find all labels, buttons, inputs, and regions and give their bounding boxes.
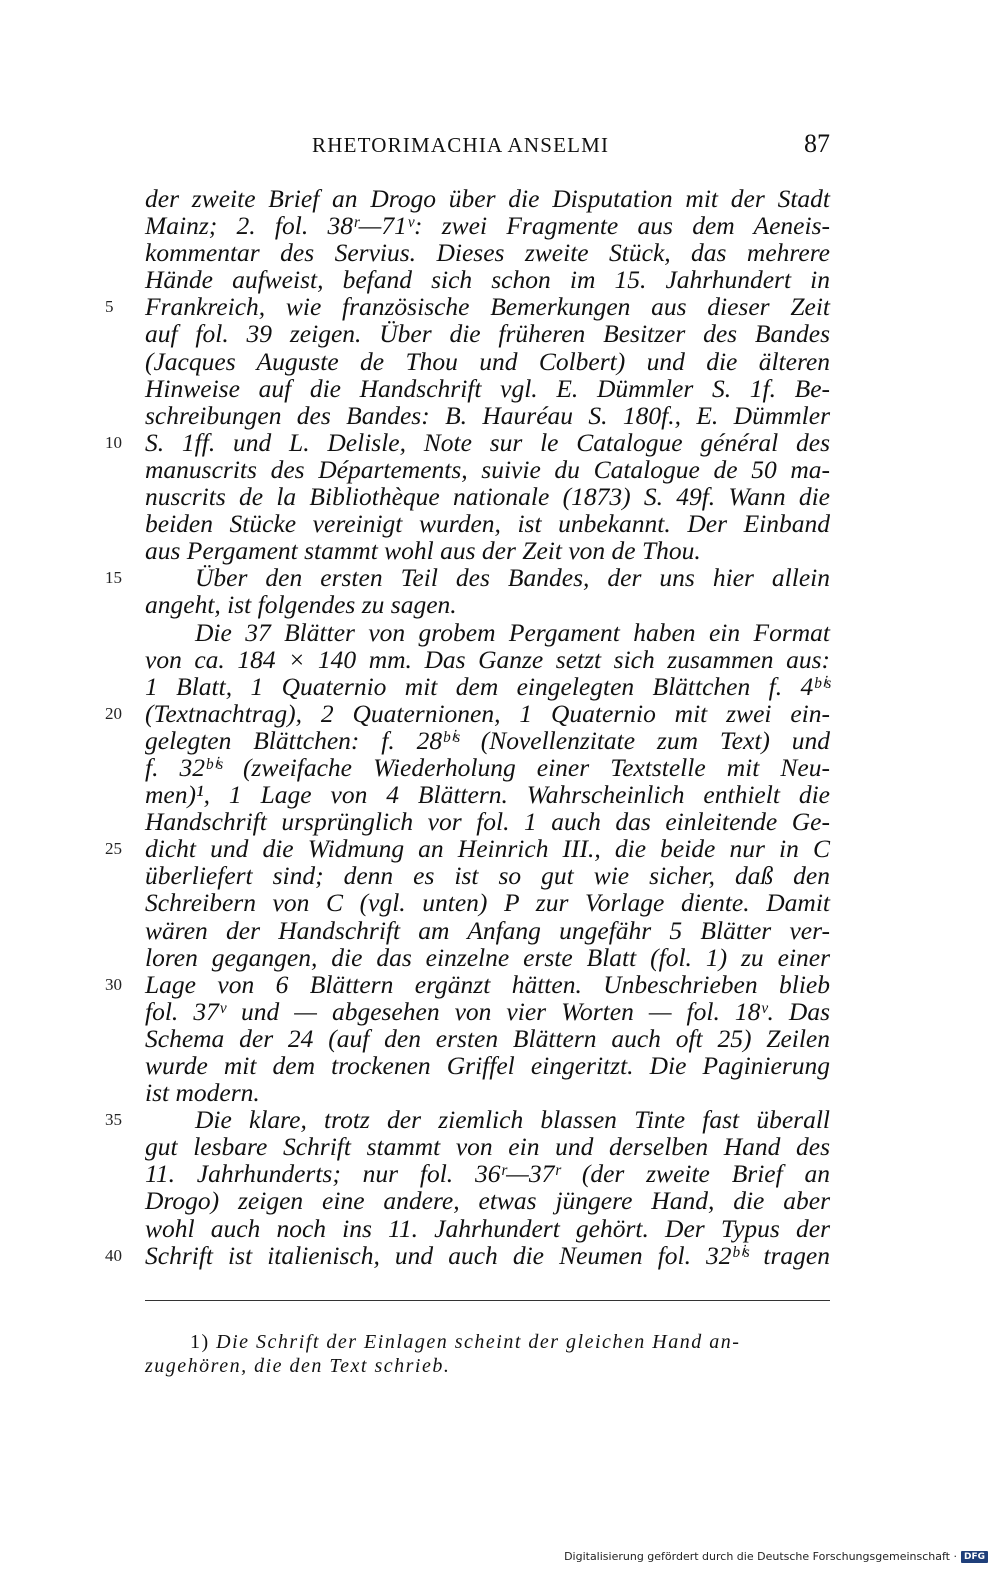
line-text: Hände aufweist, befand sich schon im 15. Jahrhundert in xyxy=(145,265,830,295)
text-line xyxy=(145,375,830,402)
line-text: dicht und die Widmung an Heinrich III., die beide nur in C xyxy=(145,834,830,864)
line-number: 35 xyxy=(105,1110,122,1130)
text-line xyxy=(145,917,830,944)
line-text: f. 32ᵇⁱˢ (zweifache Wiederholung einer Textstelle mit Neu- xyxy=(145,752,830,782)
line-text: angeht, ist folgendes zu sagen. xyxy=(145,590,457,620)
line-text: Handschrift ursprünglich vor fol. 1 auch das einleitende Ge- xyxy=(145,807,830,837)
line-text: Drogo) zeigen eine andere, etwas jüngere Hand, die aber xyxy=(145,1186,830,1216)
line-text: Die klare, trotz der ziemlich blassen Tinte fast überall xyxy=(195,1105,830,1135)
footnote xyxy=(145,1330,830,1378)
text-line xyxy=(145,591,830,618)
line-text: 1 Blatt, 1 Quaternio mit dem eingelegten Blättchen f. 4ᵇⁱˢ xyxy=(145,671,830,701)
line-text: gut lesbare Schrift stammt von ein und derselben Hand des xyxy=(145,1132,830,1162)
text-line xyxy=(145,212,830,239)
line-number: 5 xyxy=(105,297,114,317)
line-text: (Jacques Auguste de Thou und Colbert) und die älteren xyxy=(145,346,830,376)
text-line xyxy=(105,427,830,457)
line-text: gelegten Blättchen: f. 28ᵇⁱˢ (Novellenzitate zum Text) und xyxy=(145,725,830,755)
text-line xyxy=(105,563,830,593)
line-text: Frankreich, wie französische Bemerkungen aus dieser Zeit xyxy=(145,292,830,322)
line-text: (Textnachtrag), 2 Quaternionen, 1 Quaternio mit zwei ein- xyxy=(145,698,830,728)
line-text: Über den ersten Teil des Bandes, der uns hier allein xyxy=(195,563,830,593)
line-text: Hinweise auf die Handschrift vgl. E. Dümmler S. 1f. Be- xyxy=(145,373,830,403)
line-text: loren gegangen, die das einzelne erste Blatt (fol. 1) zu einer xyxy=(145,942,830,972)
text-line xyxy=(145,510,830,537)
body-text xyxy=(105,184,830,1270)
running-title: RHETORIMACHIA ANSELMI xyxy=(312,133,610,157)
line-text: wären der Handschrift am Anfang ungefähr 5 Blätter ver- xyxy=(145,915,830,945)
text-line xyxy=(105,969,830,999)
text-line xyxy=(145,348,830,375)
text-line xyxy=(145,944,830,971)
text-line xyxy=(145,1187,830,1214)
line-number: 25 xyxy=(105,839,122,859)
running-head xyxy=(0,129,1000,163)
text-line xyxy=(145,808,830,835)
line-text: men)¹, 1 Lage von 4 Blättern. Wahrscheinlich enthielt die xyxy=(145,780,830,810)
line-text: kommentar des Servius. Dieses zweite Stück, das mehrere xyxy=(145,238,830,268)
line-text: Mainz; 2. fol. 38ʳ—71ᵛ: zwei Fragmente aus dem Aeneis- xyxy=(145,211,830,241)
line-number: 20 xyxy=(105,703,122,723)
text-line xyxy=(145,239,830,266)
line-text: Die 37 Blätter von grobem Pergament haben ein Format xyxy=(195,617,830,647)
line-number: 40 xyxy=(105,1245,122,1265)
text-line xyxy=(145,998,830,1025)
line-text: manuscrits des Départements, suivie du Catalogue de 50 ma- xyxy=(145,454,830,484)
line-number: 15 xyxy=(105,568,122,588)
line-text: Schema der 24 (auf den ersten Blättern auch oft 25) Zeilen xyxy=(145,1023,830,1053)
text-line xyxy=(145,1079,830,1106)
line-text: der zweite Brief an Drogo über die Disputation mit der Stadt xyxy=(145,184,830,213)
footnote-line-1 xyxy=(145,1330,830,1354)
text-line xyxy=(145,673,830,700)
line-text: wohl auch noch ins 11. Jahrhundert gehört. Der Typus der xyxy=(145,1213,830,1243)
line-text: fol. 37ᵛ und — abgesehen von vier Worten — fol. 18ᵛ. Das xyxy=(145,996,830,1026)
line-text: schreibungen des Bandes: B. Hauréau S. 180f., E. Dümmler xyxy=(145,400,830,430)
text-line xyxy=(145,781,830,808)
line-text: Lage von 6 Blättern ergänzt hätten. Unbeschrieben blieb xyxy=(145,969,830,999)
text-line xyxy=(105,1240,830,1270)
text-line xyxy=(145,266,830,293)
text-line xyxy=(145,862,830,889)
text-line xyxy=(145,754,830,781)
text-line xyxy=(105,292,830,322)
footnote-text-1: Die Schrift der Einlagen scheint der gleichen Hand an- xyxy=(216,1331,741,1353)
text-line xyxy=(145,1052,830,1079)
line-number: 10 xyxy=(105,432,122,452)
line-text: von ca. 184 × 140 mm. Das Ganze setzt sich zusammen aus: xyxy=(145,644,830,674)
line-text: Schreibern von C (vgl. unten) P zur Vorlage diente. Damit xyxy=(145,888,830,918)
page-number: 87 xyxy=(804,129,830,158)
digitization-credit xyxy=(564,1550,988,1563)
footnote-mark: 1) xyxy=(190,1331,210,1353)
line-text: 11. Jahrhunderts; nur fol. 36ʳ—37ʳ (der zweite Brief an xyxy=(145,1159,830,1189)
text-line xyxy=(105,834,830,864)
text-line xyxy=(145,456,830,483)
footnote-line-2: zugehören, die den Text schrieb. xyxy=(145,1355,451,1377)
text-line xyxy=(145,402,830,429)
text-line xyxy=(145,619,830,646)
text-line xyxy=(105,698,830,728)
text-line xyxy=(145,1160,830,1187)
dfg-logo: DFG xyxy=(961,1551,988,1563)
credit-text: Digitalisierung gefördert durch die Deutsche Forschungsgemeinschaft · xyxy=(564,1550,957,1563)
text-line xyxy=(145,646,830,673)
line-text: beiden Stücke vereinigt wurden, ist unbekannt. Der Einband xyxy=(145,509,830,539)
text-line xyxy=(145,483,830,510)
text-line xyxy=(145,320,830,347)
text-line xyxy=(145,1025,830,1052)
line-text: auf fol. 39 zeigen. Über die früheren Besitzer des Bandes xyxy=(145,319,830,349)
text-line xyxy=(145,889,830,916)
line-text: wurde mit dem trockenen Griffel eingeritzt. Die Paginierung xyxy=(145,1051,830,1080)
text-line xyxy=(145,1215,830,1242)
footnote-rule xyxy=(145,1300,830,1301)
line-text: überliefert sind; denn es ist so gut wie sicher, daß den xyxy=(145,861,830,891)
line-number: 30 xyxy=(105,974,122,994)
line-text: ist modern. xyxy=(145,1078,260,1108)
line-text: Schrift ist italienisch, und auch die Neumen fol. 32ᵇⁱˢ tragen xyxy=(145,1240,830,1270)
text-line xyxy=(145,727,830,754)
text-line xyxy=(145,185,830,212)
text-line xyxy=(145,537,830,564)
text-line xyxy=(145,1133,830,1160)
text-line xyxy=(105,1105,830,1135)
line-text: S. 1ff. und L. Delisle, Note sur le Catalogue général des xyxy=(145,427,830,457)
line-text: nuscrits de la Bibliothèque nationale (1873) S. 49f. Wann die xyxy=(145,482,830,512)
line-text: aus Pergament stammt wohl aus der Zeit von de Thou. xyxy=(145,536,701,566)
